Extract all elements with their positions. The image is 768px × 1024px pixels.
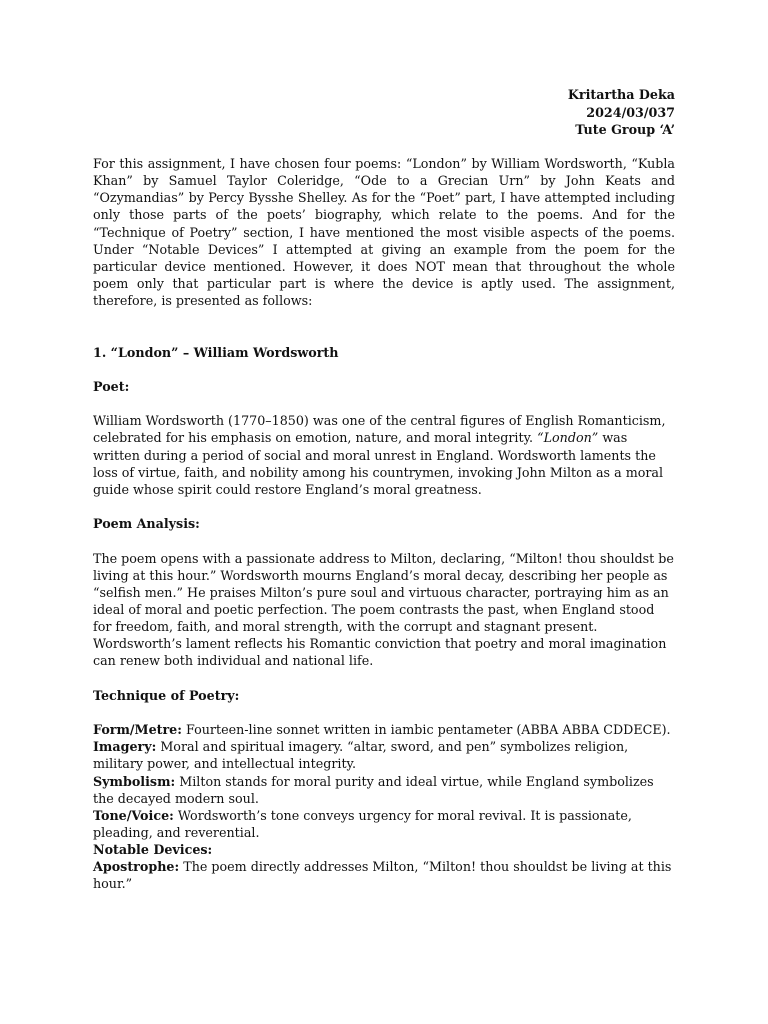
tute-group: Tute Group ‘A’	[575, 121, 675, 137]
technique-label: Technique of Poetry:	[93, 687, 240, 703]
notable-devices-label: Notable Devices:	[93, 842, 213, 858]
technique-item-text: Milton stands for moral purity and ideal virtue, while England symbolizes the decayed modern soul.	[93, 773, 654, 806]
technique-item-label: Imagery:	[93, 739, 157, 755]
roll-number: 2024/03/037	[586, 104, 675, 120]
technique-item-imagery	[93, 738, 675, 772]
poet-text-before: William Wordsworth (1770–1850) was one of the central figures of English Romanticism, celebrated for his emphasis on emotion, nature, and moral integrity.	[93, 413, 666, 446]
device-item-text: The poem directly addresses Milton, “Milton! thou shouldst be living at this hour.”	[93, 859, 672, 892]
technique-item-label: Symbolism:	[93, 773, 176, 789]
technique-item-symbolism	[93, 773, 675, 807]
intro-paragraph: For this assignment, I have chosen four poems: “London” by William Wordsworth, “Kubla Khan” by Samuel Taylor Coleridge, “Ode to a Grecian Urn” by John Keats and “Ozymandias” by Percy Bysshe Shelley. As for the “Poet” part, I have attempted including only those parts of the poets’ biography, which relate to the poems. And for the “Technique of Poetry” section, I have mentioned the most visible aspects of the poems. Under “Notable Devices” I attempted at giving an example from the poem for the particular device mentioned. However, it does NOT mean that throughout the whole poem only that particular part is where the device is aptly used. The assignment, therefore, is presented as follows:	[93, 156, 675, 309]
analysis-paragraph: The poem opens with a passionate address to Milton, declaring, “Milton! thou shouldst be living at this hour.” Wordsworth mourns England’s moral decay, describing her people as “selfish men.” He praises Milton’s pure soul and virtuous character, portraying him as an ideal of moral and poetic perfection. The poem contrasts the past, when England stood for freedom, faith, and moral strength, with the corrupt and stagnant present. Wordsworth’s lament reflects his Romantic conviction that poetry and moral imagination can renew both individual and national life.	[93, 550, 674, 669]
document-body	[93, 86, 675, 892]
technique-item-text: Fourteen-line sonnet written in iambic pentameter (ABBA ABBA CDDECE).	[185, 722, 671, 738]
poet-label: Poet:	[93, 379, 130, 394]
technique-item-form	[93, 721, 675, 738]
technique-item-label: Form/Metre:	[93, 722, 182, 738]
poem-title-italic: “London”	[537, 430, 599, 446]
author-name: Kritartha Deka	[567, 87, 675, 103]
poem-heading: 1. “London” – William Wordsworth	[93, 344, 339, 360]
technique-item-text: Wordsworth’s tone conveys urgency for moral revival. It is passionate, pleading, and reverential.	[93, 807, 632, 840]
poet-paragraph	[93, 412, 675, 498]
analysis-label: Poem Analysis:	[93, 516, 200, 532]
poet-text-after: was written during a period of social and moral unrest in England. Wordsworth laments the loss of virtue, faith, and nobility among his countrymen, invoking John Milton as a moral guide whose spirit could restore England’s moral greatness.	[93, 430, 664, 497]
device-item-label: Apostrophe:	[93, 859, 180, 875]
device-item-apostrophe	[93, 858, 675, 892]
technique-item-tone	[93, 807, 675, 841]
technique-item-text: Moral and spiritual imagery. “altar, sword, and pen” symbolizes religion, military power, and intellectual integrity.	[93, 739, 629, 772]
author-block	[93, 86, 675, 137]
technique-item-label: Tone/Voice:	[93, 807, 174, 823]
